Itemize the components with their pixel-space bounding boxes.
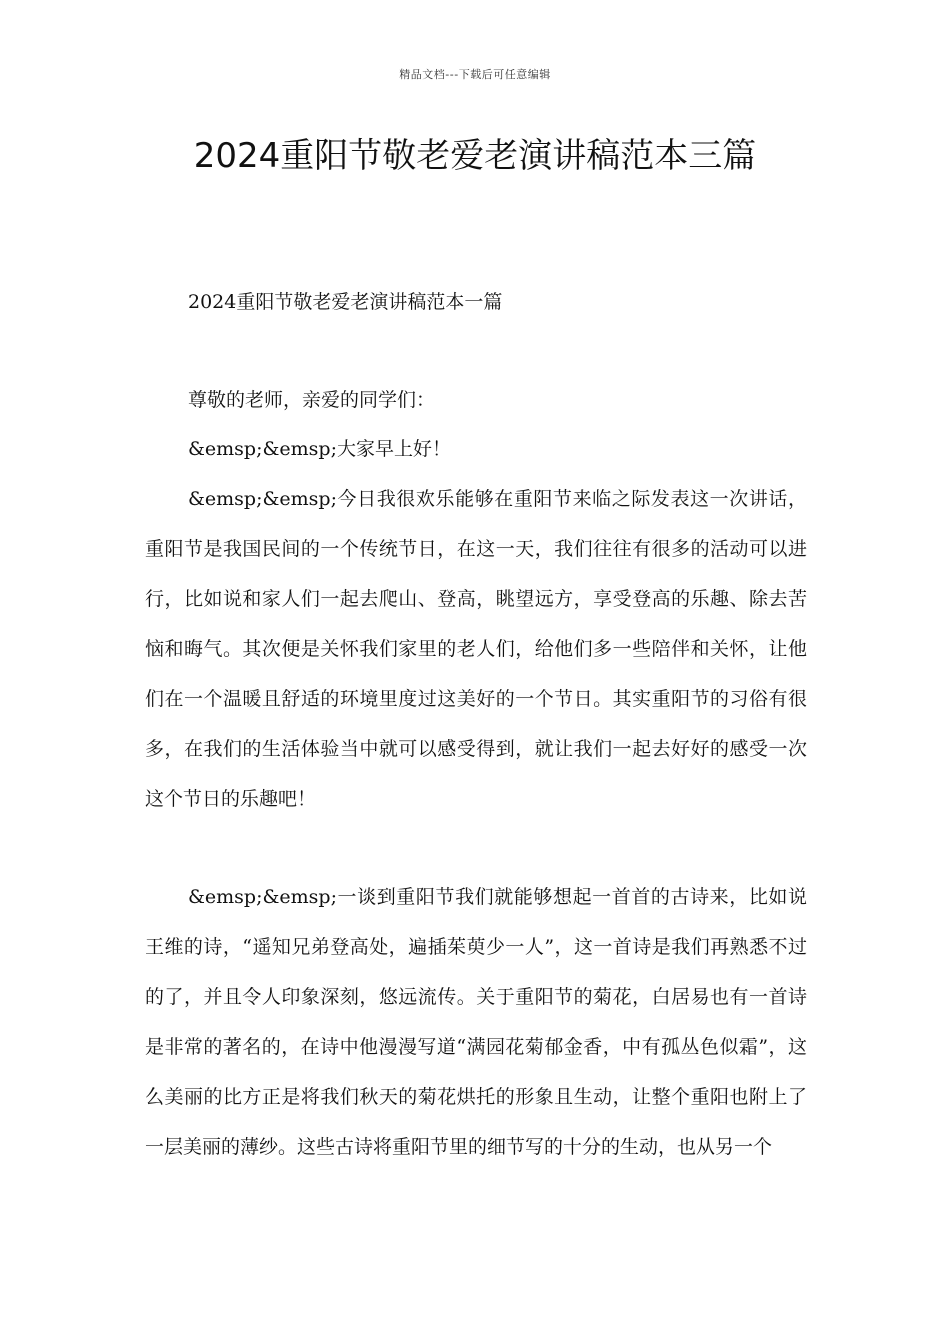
- salutation: [145, 375, 807, 425]
- document-title: 2024重阳节敬老爱老演讲稿范本三篇: [193, 136, 757, 176]
- paragraph-2-text: &emsp;&emsp;一谈到重阳节我们就能够想起一首首的古诗来，比如说王维的诗，“遥知兄弟登高处，遍插茱萸少一人”，这一首诗是我们再熟悉不过的了，并且令人印象深刻，悠远流传。关于重阳节的菊花，白居易也有一首诗是非常的著名的，在诗中他漫漫写道“满园花菊郁金香，中有孤丛色似霜”，这么美丽的比方正是将我们秋天的菊花烘托的形象且生动，让整个重阳也附上了一层美丽的薄纱。这些古诗将重阳节里的细节写的十分的生动，也从另一个: [145, 886, 807, 1158]
- greeting-text: &emsp;&emsp;大家早上好！: [188, 438, 451, 460]
- paragraph-1-text: &emsp;&emsp;今日我很欢乐能够在重阳节来临之际发表这一次讲话，重阳节是我国民间的一个传统节日，在这一天，我们往往有很多的活动可以进行，比如说和家人们一起去爬山、登高，眺望远方，享受登高的乐趣、除去苦恼和晦气。其次便是关怀我们家里的老人们，给他们多一些陪伴和关怀，让他们在一个温暖且舒适的环境里度过这美好的一个节日。其实重阳节的习俗有很多，在我们的生活体验当中就可以感受得到，就让我们一起去好好的感受一次这个节日的乐趣吧！: [145, 488, 807, 810]
- greeting: [145, 424, 807, 474]
- paragraph-1: [145, 474, 807, 824]
- paragraph-2: [145, 872, 807, 1172]
- section-subtitle: 2024重阳节敬老爱老演讲稿范本一篇: [188, 291, 503, 313]
- salutation-text: 尊敬的老师，亲爱的同学们：: [188, 389, 436, 411]
- header-note: 精品文档---下载后可任意编辑: [399, 68, 551, 81]
